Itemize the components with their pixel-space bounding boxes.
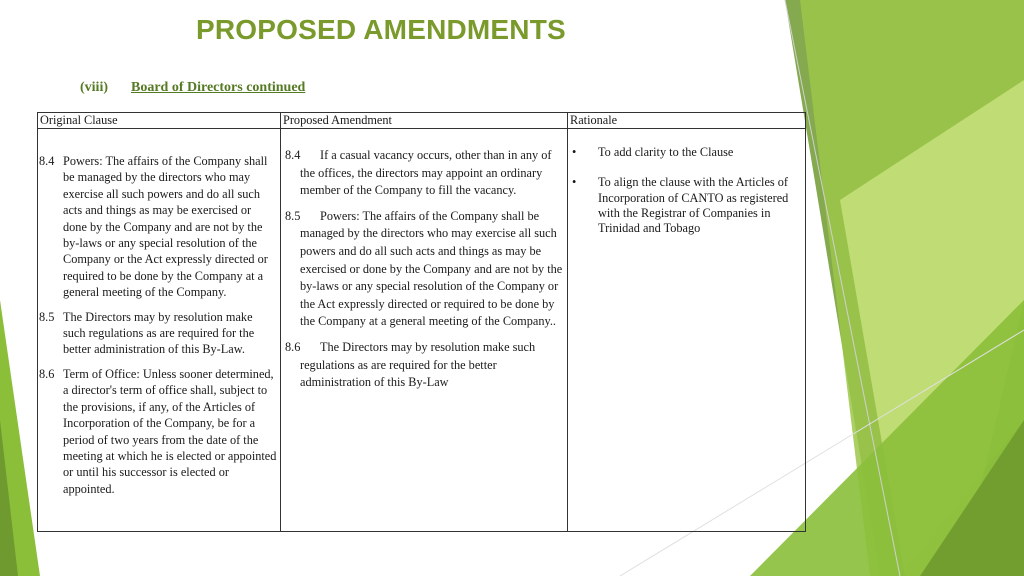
section-title: Board of Directors continued — [131, 80, 306, 95]
slide-title: PROPOSED AMENDMENTS — [196, 14, 566, 45]
proposed-clause-8-5 — [281, 208, 567, 331]
proposed-clause-8-6 — [281, 339, 567, 392]
clause-number: 8.4 — [39, 154, 55, 168]
header-original-clause: Original Clause — [38, 113, 281, 129]
rationale-cell — [568, 129, 806, 532]
clause-text: Powers: The affairs of the Company shall be managed by the directors who may exercise all such powers and do all such acts and things as may be exercised or done by the Company and are not by the by-laws or any special resolution of the Company or the Act expressly directed or required to be done by the Company at a general meeting of the Company. — [63, 154, 268, 300]
rationale-list — [568, 145, 805, 236]
clause-number: 8.5 — [39, 309, 55, 324]
clause-text: The Directors may by resolution make such regulations as are required for the better administration of this By-Law. — [63, 309, 255, 357]
bullet-icon: • — [572, 175, 577, 190]
clause-number: 8.6 — [285, 339, 301, 354]
clause-text: The Directors may by resolution make such regulations as are required for the better administration of this By-Law — [300, 339, 536, 390]
original-clause-8-4 — [38, 153, 280, 301]
amendments-table — [37, 112, 806, 532]
list-item — [568, 145, 805, 160]
original-clause-8-6 — [38, 366, 280, 497]
clause-text: If a casual vacancy occurs, other than in any of the offices, the directors may appoint an ordinary member of the Company to fill the vacancy. — [300, 148, 552, 198]
proposed-clause-8-4 — [281, 147, 567, 200]
rationale-text: To add clarity to the Clause — [598, 145, 734, 159]
bullet-icon: • — [572, 145, 577, 159]
rationale-text: To align the clause with the Articles of Incorporation of CANTO as registered with the Registrar of Companies in Trinidad and Tobago — [598, 175, 789, 236]
clause-number: 8.4 — [285, 148, 301, 162]
original-clause-cell — [38, 129, 281, 532]
section-number: (viii) — [80, 80, 108, 95]
table-row — [38, 129, 806, 532]
original-clause-8-5 — [38, 309, 280, 358]
clause-text: Powers: The affairs of the Company shall be managed by the directors who may exercise all such powers and do all such acts and things as may be exercised or done by the Company and are not by the by-laws or any special resolution of the Company or the Act expressly directed or required to be done by the Company at a general meeting of the Company.. — [300, 208, 563, 329]
clause-number: 8.6 — [39, 366, 55, 381]
proposed-amendment-cell — [281, 129, 568, 532]
table-header-row — [38, 113, 806, 129]
clause-text: Term of Office: Unless sooner determined, a director's term of office shall, subject to the provisions, if any, of the Articles of Incorporation of the Company, be for a period of two years from the date of the meeting at which he is elected or appointed or until his successor is elected or appointed. — [63, 366, 277, 496]
clause-number: 8.5 — [285, 208, 301, 223]
header-rationale: Rationale — [568, 113, 806, 129]
header-proposed-amendment: Proposed Amendment — [281, 113, 568, 129]
list-item — [568, 175, 805, 236]
